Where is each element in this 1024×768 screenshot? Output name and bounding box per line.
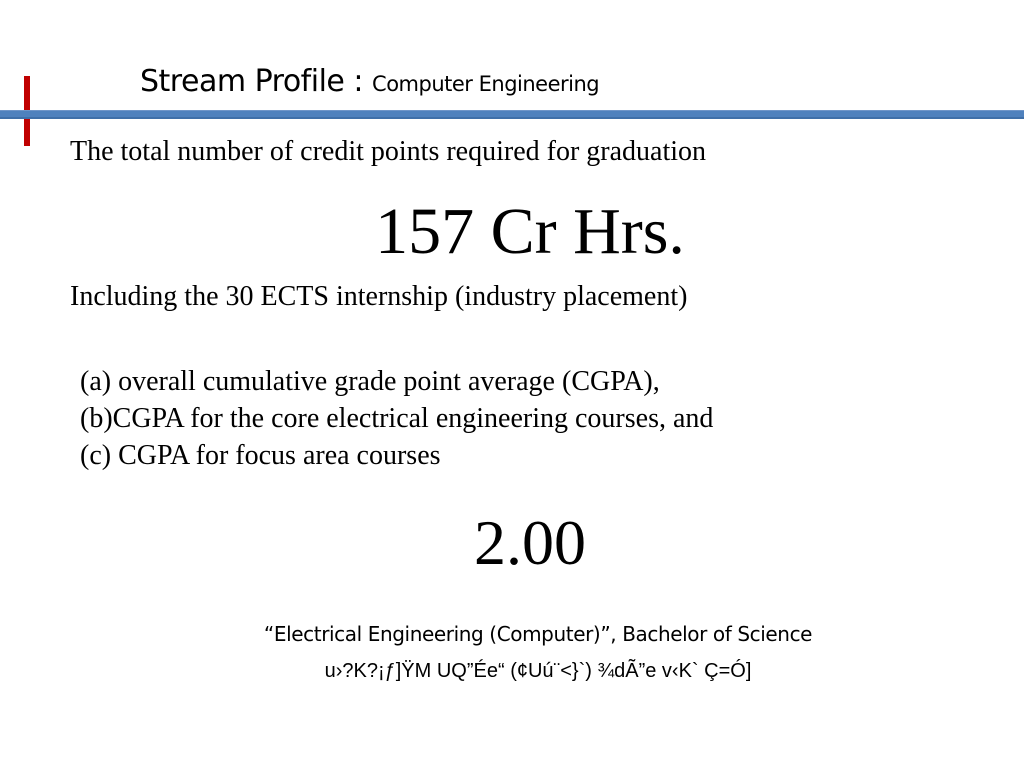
title-sub: Computer Engineering [372, 72, 600, 96]
credit-hours-value: 157 Cr Hrs. [375, 195, 685, 268]
criteria-item-c: (c) CGPA for focus area courses [80, 440, 441, 471]
criteria-item-b: (b)CGPA for the core electrical engineering courses, and [80, 403, 714, 434]
minimum-cgpa-value: 2.00 [474, 507, 586, 578]
criteria-item-a: (a) overall cumulative grade point average (CGPA), [80, 366, 660, 397]
degree-title: “Electrical Engineering (Computer)”, Bachelor of Science [263, 622, 813, 646]
garbled-text-line: u›?K?¡ƒ]ŸM UQ”Ée“ (¢Uú¨<}`) ¾dÃ”e v‹K` Ç=Ó] [324, 660, 752, 682]
slide-title [140, 64, 599, 99]
credit-intro-text: The total number of credit points required for graduation [70, 136, 707, 167]
header-rule [0, 110, 1024, 119]
internship-note: Including the 30 ECTS internship (industry placement) [70, 281, 688, 312]
title-main: Stream Profile : [140, 64, 373, 99]
